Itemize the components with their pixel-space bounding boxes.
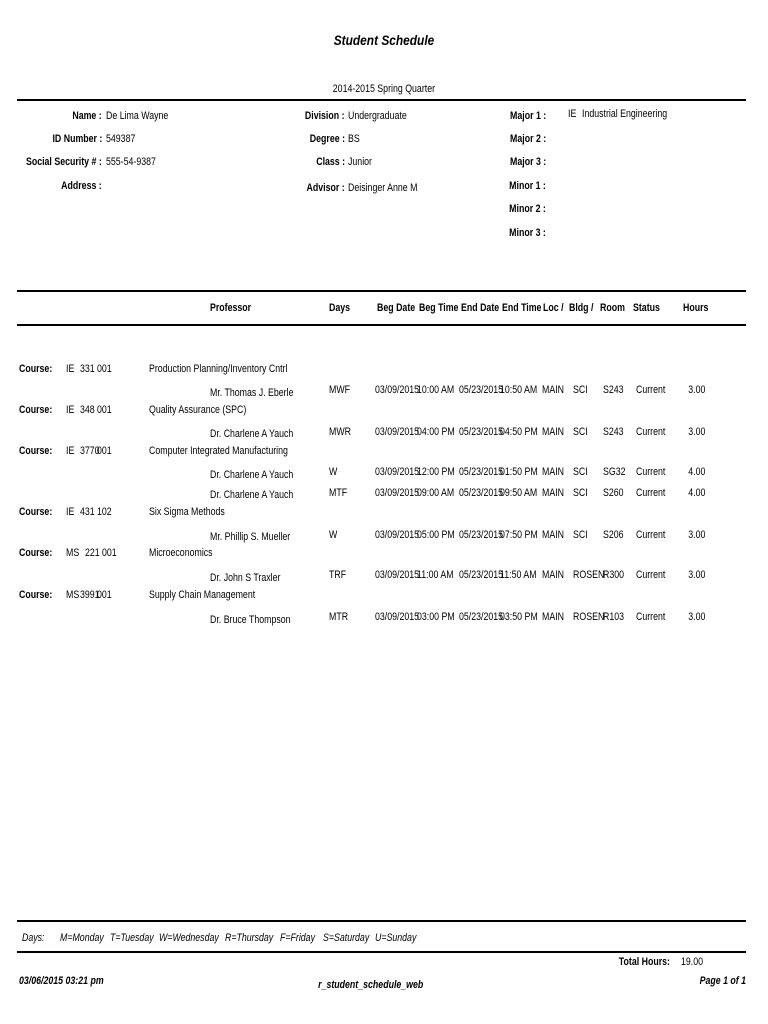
meeting-days: W	[329, 466, 338, 478]
meeting-beg-date: 03/09/2015	[375, 611, 420, 623]
meeting-professor: Dr. Charlene A Yauch	[210, 489, 294, 501]
legend-bottom-rule	[17, 951, 746, 953]
meeting-days: MWF	[329, 384, 351, 396]
course-subject: IE	[66, 404, 75, 416]
meeting-end-time: 04:50 PM	[500, 426, 538, 438]
meeting-beg-time: 03:00 PM	[417, 611, 455, 623]
course-section: 001	[97, 445, 112, 457]
report-name: r_student_schedule_web	[318, 979, 424, 991]
meeting-beg-date: 03/09/2015	[375, 569, 420, 581]
meeting-loc: MAIN	[542, 529, 564, 541]
meeting-beg-time: 12:00 PM	[417, 466, 455, 478]
meeting-hours: 3.00	[687, 569, 705, 581]
page-number: Page 1 of 1	[699, 975, 746, 987]
course-section: 001	[102, 547, 117, 559]
col-loc: Loc /	[543, 302, 564, 314]
meeting-hours: 4.00	[687, 487, 705, 499]
meeting-hours: 3.00	[687, 611, 705, 623]
meeting-end-date: 05/23/2015	[459, 569, 504, 581]
meeting-end-time: 01:50 PM	[500, 466, 538, 478]
meeting-bldg: SCI	[573, 384, 588, 396]
major1-code: IE	[568, 108, 577, 120]
meeting-loc: MAIN	[542, 487, 564, 499]
major1-name: Industrial Engineering	[582, 108, 668, 120]
course-subject: MS	[66, 547, 80, 559]
minor2-label: Minor 2 :	[509, 203, 546, 215]
course-label: Course:	[19, 445, 53, 457]
course-section: 102	[97, 506, 112, 518]
meeting-loc: MAIN	[542, 466, 564, 478]
meeting-beg-date: 03/09/2015	[375, 466, 420, 478]
col-end-date: End Date	[461, 302, 500, 314]
meeting-bldg: ROSEN	[573, 611, 605, 623]
meeting-beg-time: 09:00 AM	[417, 487, 455, 499]
meeting-end-time: 03:50 PM	[500, 611, 538, 623]
col-professor: Professor	[210, 302, 252, 314]
meeting-beg-time: 05:00 PM	[417, 529, 455, 541]
meeting-loc: MAIN	[542, 426, 564, 438]
col-end-time: End Time	[502, 302, 542, 314]
course-title: Quality Assurance (SPC)	[149, 404, 247, 416]
meeting-status: Current	[636, 569, 666, 581]
meeting-room: R103	[603, 611, 625, 623]
course-title: Production Planning/Inventory Cntrl	[149, 363, 288, 375]
term-wrap	[0, 79, 768, 97]
meeting-loc: MAIN	[542, 611, 564, 623]
table-top-rule	[17, 290, 746, 292]
meeting-end-date: 05/23/2015	[459, 487, 504, 499]
course-title: Supply Chain Management	[149, 589, 256, 601]
course-title: Six Sigma Methods	[149, 506, 225, 518]
col-days: Days	[329, 302, 351, 314]
meeting-beg-date: 03/09/2015	[375, 487, 420, 499]
course-subject: IE	[66, 506, 75, 518]
meeting-end-date: 05/23/2015	[459, 384, 504, 396]
legend-item: U=Sunday	[375, 932, 417, 944]
legend-item: M=Monday	[60, 932, 104, 944]
meeting-days: MTR	[329, 611, 349, 623]
col-beg-date: Beg Date	[377, 302, 416, 314]
course-label: Course:	[19, 547, 53, 559]
total-hours-value: 19.00	[681, 956, 704, 968]
class-label: Class :	[316, 156, 345, 168]
table-header-rule	[17, 324, 746, 326]
course-number: 348	[80, 404, 95, 416]
ssn-label: Social Security # :	[26, 156, 102, 168]
meeting-hours: 4.00	[687, 466, 705, 478]
meeting-beg-time: 10:00 AM	[417, 384, 455, 396]
course-section: 001	[97, 589, 112, 601]
term-label: 2014-2015 Spring Quarter	[332, 83, 436, 95]
meeting-hours: 3.00	[687, 529, 705, 541]
meeting-professor: Dr. Charlene A Yauch	[210, 428, 294, 440]
meeting-loc: MAIN	[542, 384, 564, 396]
meeting-room: S243	[603, 426, 624, 438]
student-division: Undergraduate	[348, 110, 407, 122]
major2-label: Major 2 :	[509, 133, 546, 145]
meeting-hours: 3.00	[687, 384, 705, 396]
legend-item: R=Thursday	[225, 932, 274, 944]
meeting-bldg: ROSEN	[573, 569, 605, 581]
name-label: Name :	[72, 110, 102, 122]
meeting-hours: 3.00	[687, 426, 705, 438]
legend-top-rule	[17, 920, 746, 922]
meeting-professor: Dr. Charlene A Yauch	[210, 469, 294, 481]
meeting-end-time: 07:50 PM	[500, 529, 538, 541]
meeting-beg-time: 04:00 PM	[417, 426, 455, 438]
meeting-bldg: SCI	[573, 426, 588, 438]
meeting-beg-date: 03/09/2015	[375, 384, 420, 396]
report-title: Student Schedule	[333, 32, 435, 48]
course-label: Course:	[19, 363, 53, 375]
meeting-status: Current	[636, 487, 666, 499]
meeting-end-date: 05/23/2015	[459, 466, 504, 478]
meeting-professor: Dr. John S Traxler	[210, 572, 281, 584]
student-class: Junior	[348, 156, 372, 168]
student-id: 549387	[106, 133, 136, 145]
meeting-professor: Dr. Bruce Thompson	[210, 614, 291, 626]
total-hours-label: Total Hours:	[618, 956, 670, 968]
student-ssn: 555-54-9387	[106, 156, 156, 168]
col-room: Room	[600, 302, 625, 314]
meeting-end-time: 09:50 AM	[500, 487, 538, 499]
course-title: Computer Integrated Manufacturing	[149, 445, 288, 457]
degree-label: Degree :	[309, 133, 345, 145]
course-section: 001	[97, 363, 112, 375]
course-subject: IE	[66, 445, 75, 457]
meeting-end-time: 11:50 AM	[500, 569, 537, 581]
footer-center	[0, 975, 742, 993]
meeting-bldg: SCI	[573, 529, 588, 541]
print-timestamp: 03/06/2015 03:21 pm	[19, 975, 104, 987]
meeting-beg-time: 11:00 AM	[417, 569, 454, 581]
meeting-professor: Mr. Thomas J. Eberle	[210, 387, 294, 399]
meeting-status: Current	[636, 384, 666, 396]
meeting-status: Current	[636, 611, 666, 623]
meeting-days: TRF	[329, 569, 347, 581]
legend-label: Days:	[22, 932, 45, 944]
col-beg-time: Beg Time	[419, 302, 459, 314]
division-label: Division :	[305, 110, 345, 122]
header-divider	[17, 99, 746, 101]
meeting-room: R300	[603, 569, 625, 581]
meeting-loc: MAIN	[542, 569, 564, 581]
major3-label: Major 3 :	[509, 156, 546, 168]
minor3-label: Minor 3 :	[509, 227, 546, 239]
meeting-end-date: 05/23/2015	[459, 529, 504, 541]
meeting-bldg: SCI	[573, 466, 588, 478]
col-bldg: Bldg /	[569, 302, 594, 314]
course-number: 431	[80, 506, 95, 518]
course-subject: IE	[66, 363, 75, 375]
meeting-bldg: SCI	[573, 487, 588, 499]
course-label: Course:	[19, 589, 53, 601]
col-hours: Hours	[683, 302, 709, 314]
advisor-label: Advisor :	[306, 182, 345, 194]
meeting-end-date: 05/23/2015	[459, 426, 504, 438]
course-title: Microeconomics	[149, 547, 213, 559]
legend-item: F=Friday	[280, 932, 315, 944]
student-name: De Lima Wayne	[106, 110, 169, 122]
col-status: Status	[633, 302, 660, 314]
course-label: Course:	[19, 404, 53, 416]
legend-item: T=Tuesday	[110, 932, 154, 944]
meeting-beg-date: 03/09/2015	[375, 529, 420, 541]
course-number: 3991	[80, 589, 100, 601]
course-label: Course:	[19, 506, 53, 518]
course-section: 001	[97, 404, 112, 416]
major1-label: Major 1 :	[509, 110, 546, 122]
meeting-days: W	[329, 529, 338, 541]
meeting-beg-date: 03/09/2015	[375, 426, 420, 438]
meeting-end-time: 10:50 AM	[500, 384, 538, 396]
id-label: ID Number :	[52, 133, 102, 145]
minor1-label: Minor 1 :	[509, 180, 546, 192]
course-number: 331	[80, 363, 95, 375]
meeting-status: Current	[636, 529, 666, 541]
meeting-room: S260	[603, 487, 624, 499]
meeting-room: S206	[603, 529, 624, 541]
meeting-days: MWR	[329, 426, 351, 438]
course-subject: MS	[66, 589, 80, 601]
legend-item: S=Saturday	[323, 932, 370, 944]
meeting-end-date: 05/23/2015	[459, 611, 504, 623]
meeting-status: Current	[636, 426, 666, 438]
meeting-status: Current	[636, 466, 666, 478]
address-label: Address :	[61, 180, 102, 192]
meeting-professor: Mr. Phillip S. Mueller	[210, 531, 291, 543]
course-number: 3770	[80, 445, 100, 457]
legend-item: W=Wednesday	[159, 932, 219, 944]
student-degree: BS	[348, 133, 360, 145]
meeting-days: MTF	[329, 487, 348, 499]
meeting-room: S243	[603, 384, 624, 396]
student-advisor: Deisinger Anne M	[348, 182, 418, 194]
meeting-room: SG32	[603, 466, 626, 478]
course-number: 221	[85, 547, 100, 559]
